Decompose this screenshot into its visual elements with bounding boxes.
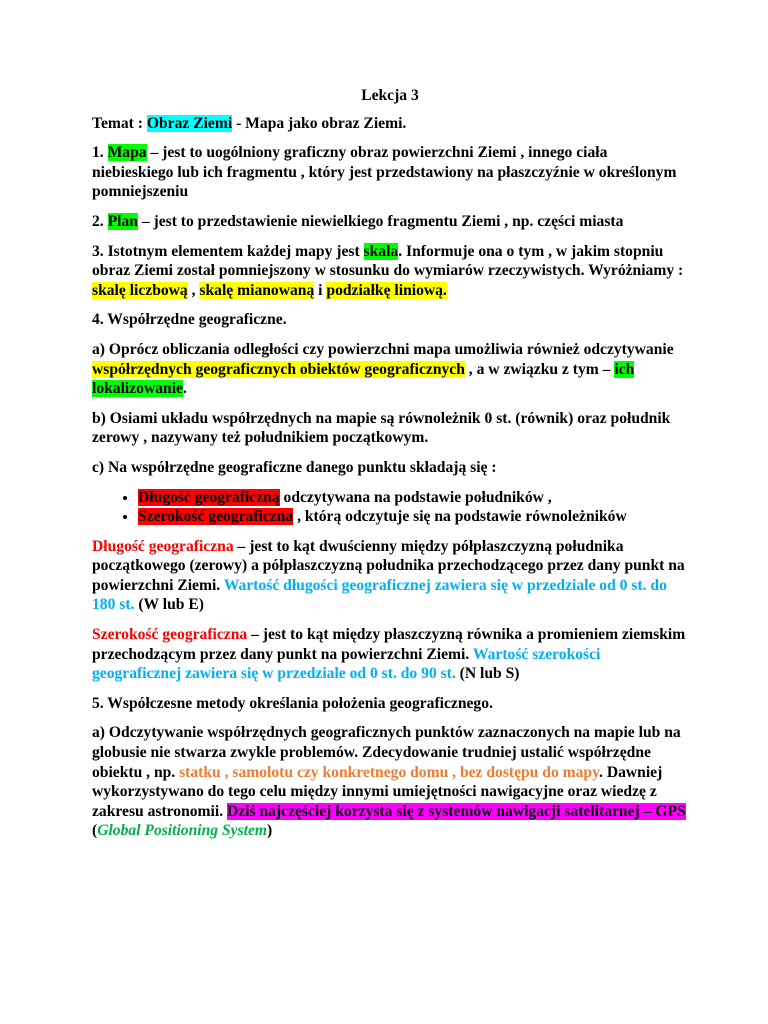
p4a-text-a: a) Oprócz obliczania odległości czy powierzchni mapa umożliwia również odczytywanie: [92, 340, 674, 358]
scale-named: skalę mianowaną: [199, 281, 315, 299]
topic-highlight: Obraz Ziemi: [146, 114, 233, 132]
p5a-text-b: . Dawniej wykorzystywano do tego celu między innymi umiejętności nawigacyjne oraz wiedzę z zakresu astronomii.: [92, 763, 663, 820]
list-item-text: odczytywana na podstawie południków ,: [279, 488, 552, 506]
definition-longitude: [92, 537, 688, 615]
list-item: [138, 507, 688, 527]
scale-numeric: skalę liczbową: [92, 281, 188, 299]
paragraph-number: 1.: [92, 144, 108, 162]
gps-full-name: Global Positioning System: [97, 822, 268, 840]
latitude-direction: (N lub S): [455, 665, 520, 683]
longitude-range: Wartość długości geograficznej zawiera się w przedziale od 0 st. do 180 st.: [92, 576, 667, 614]
definition-text: – jest to uogólniony graficzny obraz powierzchni Ziemi , innego ciała niebieskiego lub ich fragmentu , który jest przedstawiony na płaszczyźnie w określonym pomniejszeniu: [92, 144, 677, 201]
paren-close: ): [267, 822, 273, 840]
paragraph-number: 2.: [92, 212, 108, 230]
topic-rest: - Mapa jako obraz Ziemi.: [232, 114, 407, 132]
paragraph-scale: [92, 242, 688, 301]
p5a-text-a: a) Odczytywanie współrzędnych geograficznych punktów zaznaczonych na mapie lub na globusie nie stwarza zwykle problemów. Zdecydowanie trudniej ustalić współrzędne obiektu , np.: [92, 724, 681, 781]
section-coordinates-heading: 4. Współrzędne geograficzne.: [92, 311, 287, 329]
paragraph-4b: b) Osiami układu współrzędnych na mapie są równoleżnik 0 st. (równik) oraz południk zerowy , nazywany też południkiem początkowym.: [92, 409, 671, 447]
latitude-range: Wartość szerokości geograficznej zawiera się w przedziale od 0 st. do 90 st.: [92, 645, 601, 683]
examples-orange: statku , samolotu czy konkretnego domu , bez dostępu do mapy: [179, 763, 600, 781]
topic-line: [92, 114, 688, 134]
longitude-direction: (W lub E): [134, 596, 204, 614]
paragraph-plan: [92, 212, 688, 232]
term-latitude: Szerokość geograficzna: [138, 508, 294, 526]
scale-text-a: 3. Istotnym elementem każdej mapy jest: [92, 242, 364, 260]
scale-text-b: . Informuje ona o tym , w jakim stopniu obraz Ziemi został pomniejszony w stosunku do wymiarów rzeczywistych. Wyróżniamy :: [92, 242, 684, 280]
topic-prefix: Temat :: [92, 114, 147, 132]
scale-linear: podziałkę liniową.: [326, 281, 447, 299]
section-methods-heading: 5. Współczesne metody określania położenia geograficznego.: [92, 694, 493, 712]
longitude-text: – jest to kąt dwuścienny między półpłaszczyzną południka początkowego (zerowy) a półpłaszczyzną południka przechodzącego przez dany punkt na powierzchni Ziemi.: [92, 537, 685, 594]
paren-open: (: [92, 822, 98, 840]
gps-highlight: Dziś najczęściej korzysta się z systemów nawigacji satelitarnej – GPS: [227, 802, 686, 820]
latitude-text: – jest to kąt między płaszczyzną równika a promieniem ziemskim przechodzącym przez dany punkt na powierzchni Ziemi.: [92, 626, 686, 663]
separator: i: [314, 281, 327, 299]
term-plan: Plan: [107, 212, 138, 230]
paragraph-5a: [92, 723, 688, 841]
paragraph-map: [92, 143, 688, 202]
coordinates-highlight: współrzędnych geograficznych obiektów geograficznych: [92, 360, 465, 378]
lesson-title: Lekcja 3: [361, 87, 419, 104]
term-map: Mapa: [107, 144, 147, 162]
list-item-text: , którą odczytuje się na podstawie równoleżników: [293, 508, 627, 526]
p4a-text-b: , a w związku z tym –: [464, 360, 615, 378]
coordinates-list: [92, 488, 688, 527]
localization-highlight: ich lokalizowanie: [92, 360, 635, 398]
list-item: [138, 488, 688, 508]
definition-text: – jest to przedstawienie niewielkiego fragmentu Ziemi , np. części miasta: [137, 212, 624, 230]
paragraph-4c: c) Na współrzędne geograficzne danego punktu składają się :: [92, 458, 497, 476]
term-longitude: Długość geograficzną: [138, 488, 280, 506]
term-scale: skala: [363, 242, 399, 260]
separator: ,: [187, 281, 200, 299]
latitude-term: Szerokość geograficzna: [92, 626, 248, 644]
p4a-text-c: .: [182, 380, 187, 398]
definition-latitude: [92, 625, 688, 684]
paragraph-4a: [92, 340, 688, 399]
longitude-term: Długość geograficzna: [92, 537, 234, 555]
